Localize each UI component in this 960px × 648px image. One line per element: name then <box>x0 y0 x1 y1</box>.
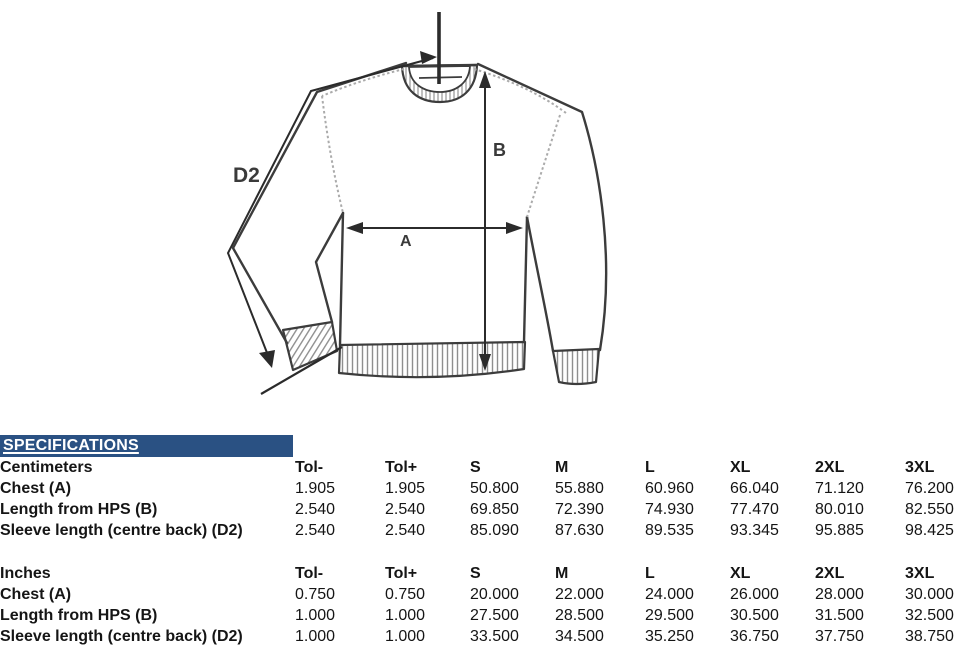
cell: 85.090 <box>470 521 519 539</box>
inch-header-row <box>0 563 960 584</box>
cell: 95.885 <box>815 521 864 539</box>
cell: 27.500 <box>470 606 519 624</box>
cell: 71.120 <box>815 479 864 497</box>
col-header-l: L <box>645 564 655 582</box>
cm-header-row <box>0 457 960 478</box>
cell: 22.000 <box>555 585 604 603</box>
cell: 98.425 <box>905 521 954 539</box>
col-header-3xl: 3XL <box>905 564 935 582</box>
d2-label: D2 <box>233 164 260 187</box>
cell: 0.750 <box>295 585 336 603</box>
cell: 69.850 <box>470 500 519 518</box>
inch-length-row <box>0 605 960 626</box>
cell: 24.000 <box>645 585 694 603</box>
cm-sleeve-row <box>0 520 960 541</box>
cell: 1.905 <box>385 479 426 497</box>
col-header-m: M <box>555 564 569 582</box>
col-header-tol-minus: Tol- <box>295 458 324 476</box>
cell: 50.800 <box>470 479 519 497</box>
spacer-row <box>0 541 960 563</box>
cell: 2.540 <box>385 500 426 518</box>
d2-arrowhead-top <box>420 51 437 64</box>
col-header-xl: XL <box>730 458 751 476</box>
col-header-tol-plus: Tol+ <box>385 458 418 476</box>
col-header-s: S <box>470 458 481 476</box>
inch-sleeve-row <box>0 626 960 647</box>
cell: 2.540 <box>385 521 426 539</box>
col-header-2xl: 2XL <box>815 564 845 582</box>
cell: 36.750 <box>730 627 779 645</box>
cell: 89.535 <box>645 521 694 539</box>
hem-rib <box>339 342 525 377</box>
left-cuff-rib <box>283 322 337 370</box>
cell: 66.040 <box>730 479 779 497</box>
inch-chest-row <box>0 584 960 605</box>
a-label: A <box>400 233 412 250</box>
cell: 2.540 <box>295 500 336 518</box>
cell: 35.250 <box>645 627 694 645</box>
cell: 1.000 <box>385 606 426 624</box>
b-label: B <box>493 140 506 160</box>
cell: 82.550 <box>905 500 954 518</box>
cell: 80.010 <box>815 500 864 518</box>
specifications-section <box>0 435 960 647</box>
cell: 32.500 <box>905 606 954 624</box>
unit-label-cm: Centimeters <box>0 458 93 476</box>
cell: 31.500 <box>815 606 864 624</box>
cell: 93.345 <box>730 521 779 539</box>
size-spec-table <box>0 457 960 647</box>
row-label: Chest (A) <box>0 479 72 497</box>
specifications-title: SPECIFICATIONS <box>3 437 139 454</box>
cell: 0.750 <box>385 585 426 603</box>
cell: 1.000 <box>385 627 426 645</box>
col-header-l: L <box>645 458 655 476</box>
cell: 37.750 <box>815 627 864 645</box>
cell: 55.880 <box>555 479 604 497</box>
cell: 77.470 <box>730 500 779 518</box>
cell: 33.500 <box>470 627 519 645</box>
cm-length-row <box>0 499 960 520</box>
cell: 2.540 <box>295 521 336 539</box>
row-label: Sleeve length (centre back) (D2) <box>0 521 243 539</box>
col-header-3xl: 3XL <box>905 458 935 476</box>
cell: 34.500 <box>555 627 604 645</box>
cell: 30.000 <box>905 585 954 603</box>
right-cuff-rib <box>553 349 599 384</box>
cell: 26.000 <box>730 585 779 603</box>
row-label: Sleeve length (centre back) (D2) <box>0 627 243 645</box>
cell: 29.500 <box>645 606 694 624</box>
col-header-tol-minus: Tol- <box>295 564 324 582</box>
cell: 74.930 <box>645 500 694 518</box>
col-header-xl: XL <box>730 564 751 582</box>
col-header-m: M <box>555 458 569 476</box>
cell: 1.905 <box>295 479 336 497</box>
unit-label-inches: Inches <box>0 564 51 582</box>
row-label: Length from HPS (B) <box>0 606 158 624</box>
cell: 20.000 <box>470 585 519 603</box>
cell: 1.000 <box>295 606 336 624</box>
cell: 38.750 <box>905 627 954 645</box>
row-label: Length from HPS (B) <box>0 500 158 518</box>
col-header-tol-plus: Tol+ <box>385 564 418 582</box>
cm-chest-row <box>0 478 960 499</box>
col-header-s: S <box>470 564 481 582</box>
cell: 72.390 <box>555 500 604 518</box>
cell: 28.000 <box>815 585 864 603</box>
d2-arrowhead-bottom <box>259 350 275 368</box>
cell: 30.500 <box>730 606 779 624</box>
cell: 1.000 <box>295 627 336 645</box>
cell: 76.200 <box>905 479 954 497</box>
cell: 28.500 <box>555 606 604 624</box>
row-label: Chest (A) <box>0 585 72 603</box>
specifications-header-bar <box>0 435 293 457</box>
cell: 60.960 <box>645 479 694 497</box>
cell: 87.630 <box>555 521 604 539</box>
col-header-2xl: 2XL <box>815 458 845 476</box>
